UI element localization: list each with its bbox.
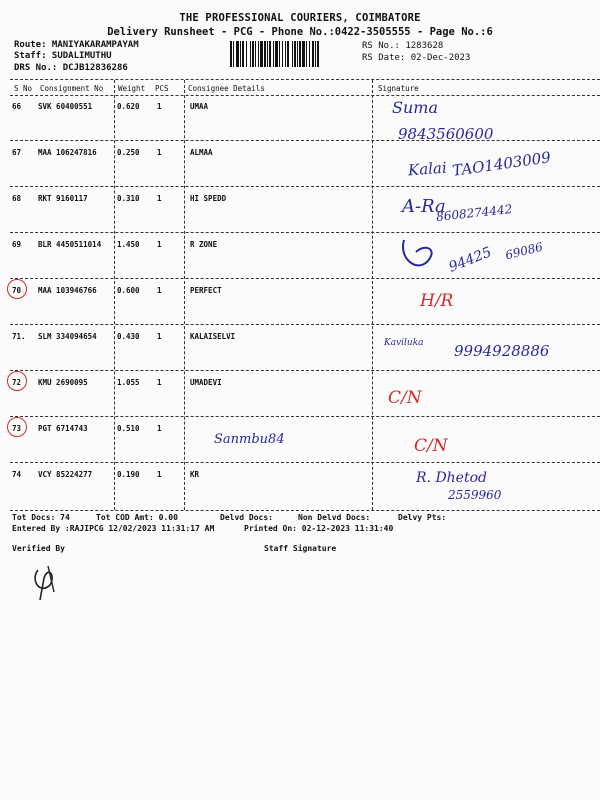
row-divider: [10, 140, 600, 141]
row-consignment-no: PGT 6714743: [38, 424, 88, 433]
row-divider: [10, 278, 600, 279]
signature-69-number-a: 94425: [446, 244, 494, 276]
row-weight: 0.510: [117, 424, 140, 433]
column-divider: [114, 80, 115, 510]
row-sno: 68: [12, 194, 22, 203]
row-weight: 0.430: [117, 332, 140, 341]
signature-71: Kaviluka: [384, 338, 424, 348]
row-sno: 73: [12, 424, 22, 433]
col-header-consignment: Consignment No: [40, 84, 104, 93]
entered-by: Entered By :RAJIPCG 12/02/2023 11:31:17 AM: [12, 524, 215, 533]
row-divider: [10, 416, 600, 417]
row-pcs: 1: [157, 378, 162, 387]
red-circle-mark: [7, 279, 27, 299]
staff-label: Staff: SUDALIMUTHU: [14, 51, 112, 61]
row-consignment-no: MAA 106247816: [38, 148, 97, 157]
runsheet-subtitle: Delivery Runsheet - PCG - Phone No.:0422-3505555 - Page No.:6: [107, 26, 493, 38]
row-weight: 0.190: [117, 470, 140, 479]
row-sno: 70: [12, 286, 22, 295]
signature-66-phone: 9843560600: [398, 125, 494, 143]
signature-74-number: 2559960: [448, 488, 502, 502]
signature-71-phone: 9994928886: [454, 342, 550, 360]
row-weight: 0.310: [117, 194, 140, 203]
barcode: [230, 41, 354, 67]
col-header-signature: Signature: [378, 84, 419, 93]
row-pcs: 1: [157, 240, 162, 249]
signature-67-number: TAO1403009: [451, 148, 552, 180]
company-title: THE PROFESSIONAL COURIERS, COIMBATORE: [179, 12, 421, 24]
column-divider: [184, 80, 185, 510]
signature-67: Kalai: [407, 158, 448, 180]
row-sno: 69: [12, 240, 22, 249]
row-pcs: 1: [157, 286, 162, 295]
signature-72: C/N: [388, 388, 422, 408]
signature-66: Suma: [392, 98, 438, 117]
barcode-bar: [319, 41, 320, 67]
delivered-docs: Delvd Docs:: [220, 513, 273, 522]
non-delivered-docs: Non Delvd Docs:: [298, 513, 371, 522]
row-pcs: 1: [157, 332, 162, 341]
verified-by-label: Verified By: [12, 544, 65, 553]
row-consignment-no: SLM 334094654: [38, 332, 97, 341]
total-cod-amount: Tot COD Amt: 0.00: [96, 513, 178, 522]
signature-70: H/R: [420, 291, 454, 311]
row-divider: [10, 186, 600, 187]
row-weight: 1.450: [117, 240, 140, 249]
row-consignee: UMAA: [190, 102, 209, 111]
row-consignee: PERFECT: [190, 286, 222, 295]
row-weight: 0.600: [117, 286, 140, 295]
row-consignment-no: BLR 4450511014: [38, 240, 102, 249]
row-divider: [10, 370, 600, 371]
red-circle-mark: [7, 371, 27, 391]
row-pcs: 1: [157, 148, 162, 157]
signature-69-number-b: 69086: [503, 239, 545, 263]
row-consignee: ALMAA: [190, 148, 213, 157]
row-divider: [10, 324, 600, 325]
row-sno: 67: [12, 148, 22, 157]
staff-signature-label: Staff Signature: [264, 544, 337, 553]
col-header-weight: Weight: [118, 84, 146, 93]
row-weight: 0.620: [117, 102, 140, 111]
row-consignment-no: VCY 85224277: [38, 470, 93, 479]
divider: [10, 95, 600, 96]
handwritten-note-73: Sanmbu84: [214, 432, 285, 447]
divider: [10, 510, 600, 511]
row-consignee: KALAISELVI: [190, 332, 236, 341]
divider: [10, 79, 600, 80]
printed-on: Printed On: 02-12-2023 11:31:40: [244, 524, 394, 533]
row-sno: 72: [12, 378, 22, 387]
row-weight: 1.055: [117, 378, 140, 387]
row-pcs: 1: [157, 470, 162, 479]
col-header-pcs: PCS: [155, 84, 169, 93]
rs-number: RS No.: 1283628: [362, 41, 444, 51]
delivery-points: Delvy Pts:: [398, 513, 447, 522]
column-divider: [372, 80, 373, 510]
signature-68-number: 8608274442: [435, 202, 513, 224]
row-consignment-no: MAA 103946766: [38, 286, 97, 295]
route-label: Route: MANIYAKARAMPAYAM: [14, 40, 139, 50]
row-divider: [10, 232, 600, 233]
col-header-sno: S No: [14, 84, 33, 93]
row-divider: [10, 462, 600, 463]
drs-number: DRS No.: DCJB12836286: [14, 63, 128, 73]
signature-68: A-Ra: [402, 196, 446, 217]
row-sno: 66: [12, 102, 22, 111]
row-weight: 0.250: [117, 148, 140, 157]
row-consignment-no: SVK 60400551: [38, 102, 93, 111]
row-consignment-no: RKT 9160117: [38, 194, 88, 203]
row-consignee: UMADEVI: [190, 378, 222, 387]
col-header-consignee: Consignee Details: [188, 84, 265, 93]
signature-73: C/N: [414, 436, 448, 456]
rs-date: RS Date: 02-Dec-2023: [362, 53, 471, 63]
row-consignee: KR: [190, 470, 200, 479]
total-docs: Tot Docs: 74: [12, 513, 70, 522]
row-consignee: HI SPEDD: [190, 194, 227, 203]
row-sno: 71.: [12, 332, 26, 341]
row-pcs: 1: [157, 194, 162, 203]
row-sno: 74: [12, 470, 22, 479]
row-consignee: R ZONE: [190, 240, 218, 249]
row-pcs: 1: [157, 102, 162, 111]
signature-74: R. Dhetod: [416, 470, 487, 486]
row-consignment-no: KMU 2690095: [38, 378, 88, 387]
red-circle-mark: [7, 417, 27, 437]
row-pcs: 1: [157, 424, 162, 433]
